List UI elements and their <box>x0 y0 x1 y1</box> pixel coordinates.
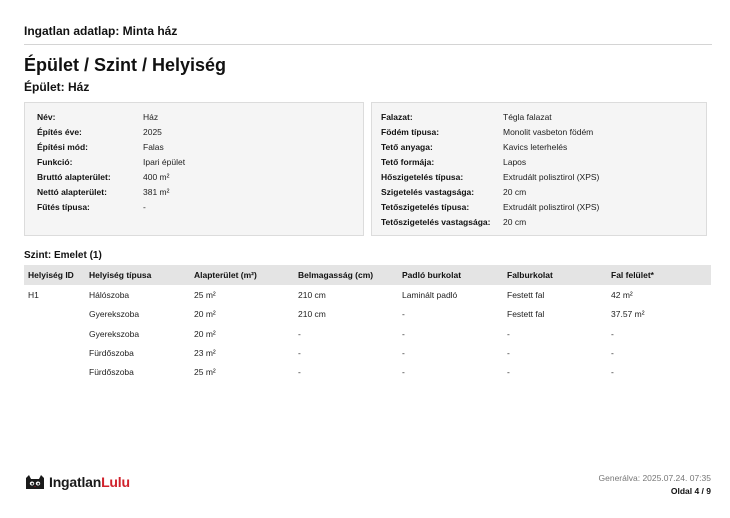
table-cell: - <box>507 347 510 358</box>
title-divider <box>24 44 712 45</box>
info-label: Építés éve: <box>37 127 82 137</box>
level-title: Szint: Emelet (1) <box>24 250 102 261</box>
info-row <box>372 185 706 200</box>
building-info-panel-right <box>371 102 707 236</box>
column-header: Belmagasság (cm) <box>298 270 374 280</box>
info-label: Fűtés típusa: <box>37 202 90 212</box>
info-value: Extrudált polisztirol (XPS) <box>503 172 600 182</box>
info-row <box>372 140 706 155</box>
table-cell: - <box>507 328 510 339</box>
table-header <box>24 265 711 285</box>
column-header: Fal felület* <box>611 270 654 280</box>
info-label: Tetőszigetelés vastagsága: <box>381 217 491 227</box>
info-value: 20 cm <box>503 217 527 227</box>
info-label: Tetőszigetelés típusa: <box>381 202 470 212</box>
table-cell: H1 <box>28 290 39 300</box>
building-info-panel-left <box>24 102 364 236</box>
table-cell: - <box>611 347 614 358</box>
info-value: Tégla falazat <box>503 112 552 122</box>
info-label: Bruttó alapterület: <box>37 172 111 182</box>
info-row <box>25 200 363 215</box>
info-label: Falazat: <box>381 112 413 122</box>
table-row <box>24 324 711 343</box>
info-value: Lapos <box>503 157 527 167</box>
info-row <box>25 125 363 140</box>
info-row <box>372 200 706 215</box>
table-cell: Festett fal <box>507 290 545 300</box>
table-cell: 23 m² <box>194 347 216 358</box>
table-cell: Laminált padló <box>402 290 458 300</box>
document-title: Ingatlan adatlap: Minta ház <box>24 24 178 38</box>
info-row <box>25 155 363 170</box>
info-row <box>372 215 706 230</box>
table-cell: Fürdőszoba <box>89 347 134 358</box>
brand-name-part2: Lulu <box>101 474 130 490</box>
info-row <box>25 170 363 185</box>
info-value: Falas <box>143 142 164 152</box>
table-cell: 210 cm <box>298 290 326 300</box>
info-value: Kavics leterhelés <box>503 142 568 152</box>
table-cell: - <box>298 347 301 358</box>
info-row <box>25 185 363 200</box>
info-value: Ház <box>143 112 159 122</box>
info-row <box>25 140 363 155</box>
info-row <box>372 155 706 170</box>
brand-name <box>49 474 130 490</box>
table-cell: - <box>298 367 301 378</box>
info-label: Tető formája: <box>381 157 435 167</box>
brand-logo <box>24 473 130 491</box>
column-header: Helyiség ID <box>28 270 74 280</box>
table-row <box>24 343 711 362</box>
section-title: Épület / Szint / Helyiség <box>24 55 227 75</box>
table-cell: - <box>611 367 614 378</box>
column-header: Padló burkolat <box>402 270 462 280</box>
table-cell: - <box>507 367 510 378</box>
generated-timestamp: Generálva: 2025.07.24. 07:35 <box>598 473 711 483</box>
column-header: Falburkolat <box>507 270 553 280</box>
table-row <box>24 304 711 323</box>
info-label: Funkció: <box>37 157 73 167</box>
info-value: 400 m² <box>143 172 170 182</box>
table-cell: 25 m² <box>194 367 216 378</box>
info-label: Hőszigetelés típusa: <box>381 172 464 182</box>
info-label: Tető anyaga: <box>381 142 433 152</box>
brand-name-part1: Ingatlan <box>49 474 102 490</box>
table-cell: - <box>611 328 614 339</box>
rooms-table <box>24 265 711 381</box>
table-cell: Festett fal <box>507 309 545 320</box>
table-cell: 42 m² <box>611 290 633 300</box>
info-value: 20 cm <box>503 187 527 197</box>
table-cell: 20 m² <box>194 309 216 320</box>
table-cell: 37.57 m² <box>611 309 645 320</box>
info-value: 381 m² <box>143 187 170 197</box>
building-title: Épület: Ház <box>24 80 90 94</box>
info-label: Név: <box>37 112 56 122</box>
info-value: Extrudált polisztirol (XPS) <box>503 202 600 212</box>
table-cell: Gyerekszoba <box>89 328 140 339</box>
info-label: Építési mód: <box>37 142 89 152</box>
table-cell: Hálószoba <box>89 290 130 300</box>
page-number: Oldal 4 / 9 <box>670 486 711 496</box>
info-row <box>372 170 706 185</box>
table-cell: - <box>402 347 405 358</box>
info-value: Monolit vasbeton födém <box>503 127 594 137</box>
table-cell: 25 m² <box>194 290 216 300</box>
info-value: - <box>143 202 146 212</box>
info-row <box>372 110 706 125</box>
table-row <box>24 285 711 304</box>
table-cell: - <box>298 328 301 339</box>
table-cell: - <box>402 367 405 378</box>
table-row <box>24 362 711 381</box>
info-value: 2025 <box>143 127 162 137</box>
info-value: Ipari épület <box>143 157 186 167</box>
table-cell: - <box>402 309 405 320</box>
info-label: Szigetelés vastagsága: <box>381 187 475 197</box>
cat-logo-icon <box>24 474 46 490</box>
table-cell: Gyerekszoba <box>89 309 140 320</box>
table-cell: Fürdőszoba <box>89 367 134 378</box>
column-header: Helyiség típusa <box>89 270 152 280</box>
table-cell: 210 cm <box>298 309 326 320</box>
info-label: Nettó alapterület: <box>37 187 107 197</box>
info-row <box>372 125 706 140</box>
column-header: Alapterület (m²) <box>194 270 257 280</box>
info-row <box>25 110 363 125</box>
table-cell: - <box>402 328 405 339</box>
info-label: Födém típusa: <box>381 127 440 137</box>
table-cell: 20 m² <box>194 328 216 339</box>
